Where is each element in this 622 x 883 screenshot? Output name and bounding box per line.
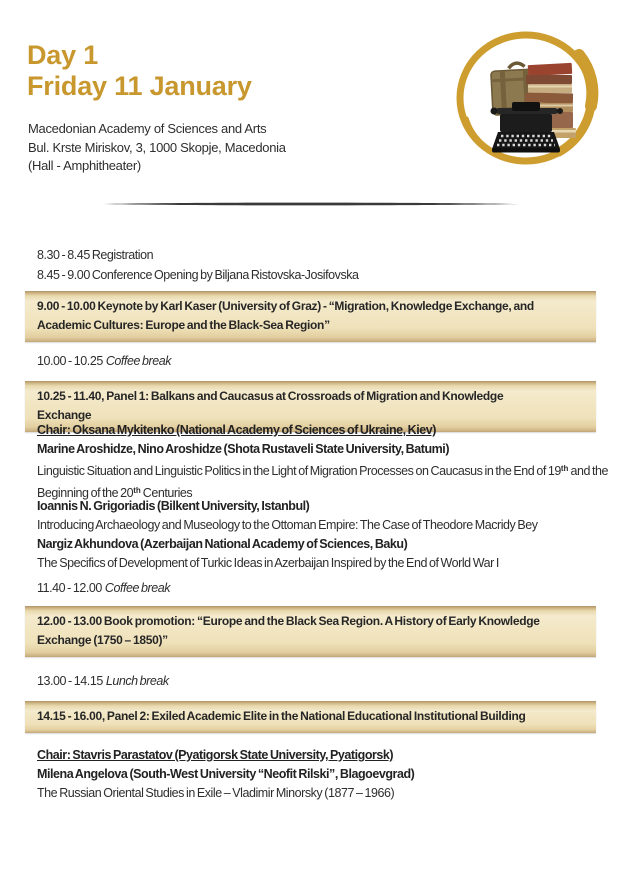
panel1-speaker-3: Nargiz Akhundova (Azerbaijan National Academy of Sciences, Baku) <box>37 537 408 551</box>
coffee-break-1-time: 10.00 - 10.25 <box>37 354 103 368</box>
panel2-talk-1: The Russian Oriental Studies in Exile – Vladimir Minorsky (1877 – 1966) <box>37 786 395 800</box>
day-label: Day 1 <box>27 40 99 70</box>
lunch-break-time: 13.00 - 14.15 <box>37 674 103 688</box>
header-divider <box>104 194 519 200</box>
talk1-sup-1: th <box>560 464 569 473</box>
date-label: Friday 11 January <box>27 71 252 101</box>
coffee-break-2-label: Coffee break <box>104 581 171 595</box>
venue-street: Bul. Krste Miriskov, 3, 1000 Skopje, Macedonia <box>28 139 286 155</box>
panel1-talk-3: The Specifics of Development of Turkic Ideas in Azerbaijan Inspired by the End of World War I <box>37 556 499 570</box>
panel1-talk-2: Introducing Archaeology and Museology to the Ottoman Empire: The Case of Theodore Macridy Bey <box>37 518 538 532</box>
coffee-break-2-time: 11.40 - 12.00 <box>37 581 102 595</box>
panel2-banner <box>25 701 596 733</box>
keynote-banner <box>25 291 596 342</box>
page-title <box>27 40 252 102</box>
schedule-item-lunch-break <box>37 672 612 691</box>
coffee-break-1-label: Coffee break <box>105 354 171 368</box>
schedule-item-registration: 8.30 - 8.45 Registration <box>37 248 154 262</box>
talk1-text-2: and the Beginning of the 20 <box>37 464 609 500</box>
panel1-speaker-2: Ioannis N. Grigoriadis (Bilkent University, Istanbul) <box>37 499 310 513</box>
panel2-banner-text: 14.15 - 16.00, Panel 2: Exiled Academic Elite in the National Educational Institutional Building <box>37 709 526 723</box>
lunch-break-label: Lunch break <box>105 674 169 688</box>
logo-photo <box>490 62 576 152</box>
schedule-item-opening: 8.45 - 9.00 Conference Opening by Biljana Ristovska-Josifovska <box>37 268 359 282</box>
typewriter-books-suitcase-icon <box>450 28 602 173</box>
panel2-chair: Chair: Stavris Parastatov (Pyatigorsk State University, Pyatigorsk) <box>37 748 394 762</box>
venue-address <box>28 120 286 176</box>
talk1-text-1: Linguistic Situation and Linguistic Politics in the Light of Migration Processes on Caucasus in the End of 19 <box>37 464 561 478</box>
panel1-speaker-1: Marine Aroshidze, Nino Aroshidze (Shota Rustaveli State University, Batumi) <box>37 442 450 456</box>
book-promotion-banner <box>25 606 596 657</box>
talk1-sup-2: th <box>133 486 141 495</box>
logo-svg <box>450 28 602 173</box>
schedule-item-coffee-break-2 <box>37 579 612 598</box>
book-promotion-banner-text: 12.00 - 13.00 Book promotion: “Europe and the Black Sea Region. A History of Early Knowledge Exchange (1750 – 1850)” <box>37 614 540 647</box>
venue-name: Macedonian Academy of Sciences and Arts <box>28 121 267 136</box>
keynote-banner-text: 9.00 - 10.00 Keynote by Karl Kaser (University of Graz) - “Migration, Knowledge Exchange, and Academic Cultures: Europe and the Black-Sea Region” <box>37 299 534 332</box>
panel1-banner-text: 10.25 - 11.40, Panel 1: Balkans and Caucasus at Crossroads of Migration and Knowledge Exchange <box>37 389 504 422</box>
talk1-text-3: Centuries <box>140 486 193 500</box>
schedule-item-coffee-break-1 <box>37 352 612 371</box>
venue-hall: (Hall - Amphitheater) <box>28 158 141 173</box>
panel1-chair: Chair: Oksana Mykitenko (National Academy of Sciences of Ukraine, Kiev) <box>37 423 437 437</box>
panel2-speaker-1: Milena Angelova (South-West University “Neofit Rilski”, Blagoevgrad) <box>37 767 415 781</box>
